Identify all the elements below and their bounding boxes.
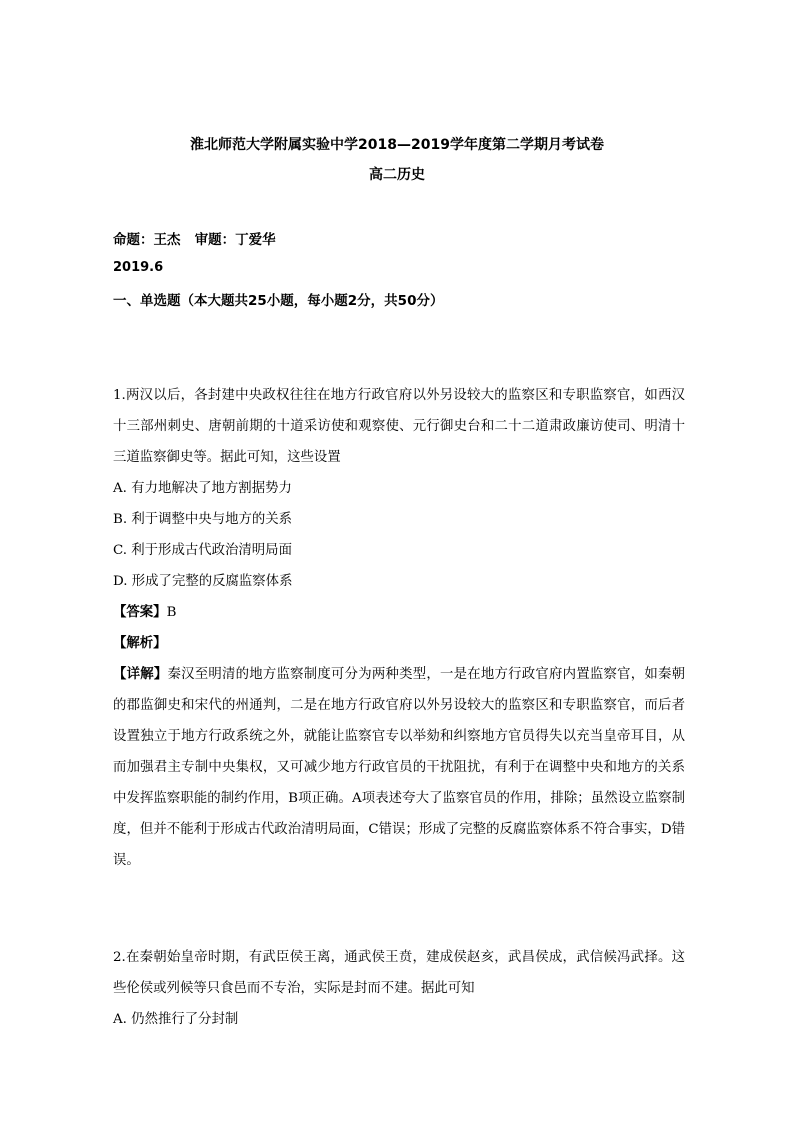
question-1-answer — [113, 597, 685, 628]
answer-label: 【答案】 — [113, 604, 167, 620]
question-1-stem: 1.两汉以后，各封建中央政权往往在地方行政官府以外另设较大的监察区和专职监察官，如西汉十三部州刺史、唐朝前期的十道采访使和观察使、元行御史台和二十二道肃政廉访使司、明清十三道监察御史等。据此可知，这些设置 — [113, 388, 685, 465]
question-2-option-a: A. 仍然推行了分封制 — [113, 1012, 239, 1027]
question-1-analysis-label — [113, 628, 685, 659]
detail-label: 【详解】 — [113, 666, 168, 682]
question-1-detail — [113, 659, 685, 876]
exam-title: 淮北师范大学附属实验中学2018—2019学年度第二学期月考试卷 — [190, 137, 604, 153]
question-1-option-d: D. 形成了完整的反腐监察体系 — [113, 574, 293, 589]
question-1-option-c: C. 利于形成古代政治清明局面 — [113, 543, 292, 558]
answer-value: B — [166, 605, 177, 620]
question-1 — [113, 380, 685, 876]
question-2-stem: 2.在秦朝始皇帝时期，有武臣侯王离，通武侯王贲，建成侯赵亥，武昌侯成，武信候冯武择。这些伦侯或列候等只食邑而不专治，实际是封而不建。据此可知 — [113, 950, 685, 996]
exam-authors: 命题：王杰 审题：丁爱华 — [113, 232, 276, 248]
section-heading: 一、单选题（本大题共25小题，每小题2分，共50分） — [113, 293, 444, 309]
exam-subject: 高二历史 — [369, 167, 425, 183]
analysis-label: 【解析】 — [113, 635, 167, 651]
exam-date: 2019.6 — [113, 260, 164, 275]
question-1-option-a: A. 有力地解决了地方割据势力 — [113, 481, 292, 496]
detail-text: 秦汉至明清的地方监察制度可分为两种类型，一是在地方行政官府内置监察官，如秦朝的郡监御史和宋代的州通判，二是在地方行政官府以外另设较大的监察区和专职监察官，而后者设置独立于地方行政系统之外，就能让监察官专以举劾和纠察地方官员得失以充当皇帝耳目，从而加强君主专制中央集权，又可减少地方行政官员的干扰阻扰，有利于在调整中央和地方的关系中发挥监察职能的制约作用，B项正确。A项表述夸大了监察官员的作用，排除；虽然设立监察制度，但并不能利于形成古代政治清明局面，C错误；形成了完整的反腐监察体系不符合事实，D错误。 — [113, 667, 685, 868]
question-1-option-b: B. 利于调整中央与地方的关系 — [113, 512, 293, 527]
question-2 — [113, 942, 685, 1035]
